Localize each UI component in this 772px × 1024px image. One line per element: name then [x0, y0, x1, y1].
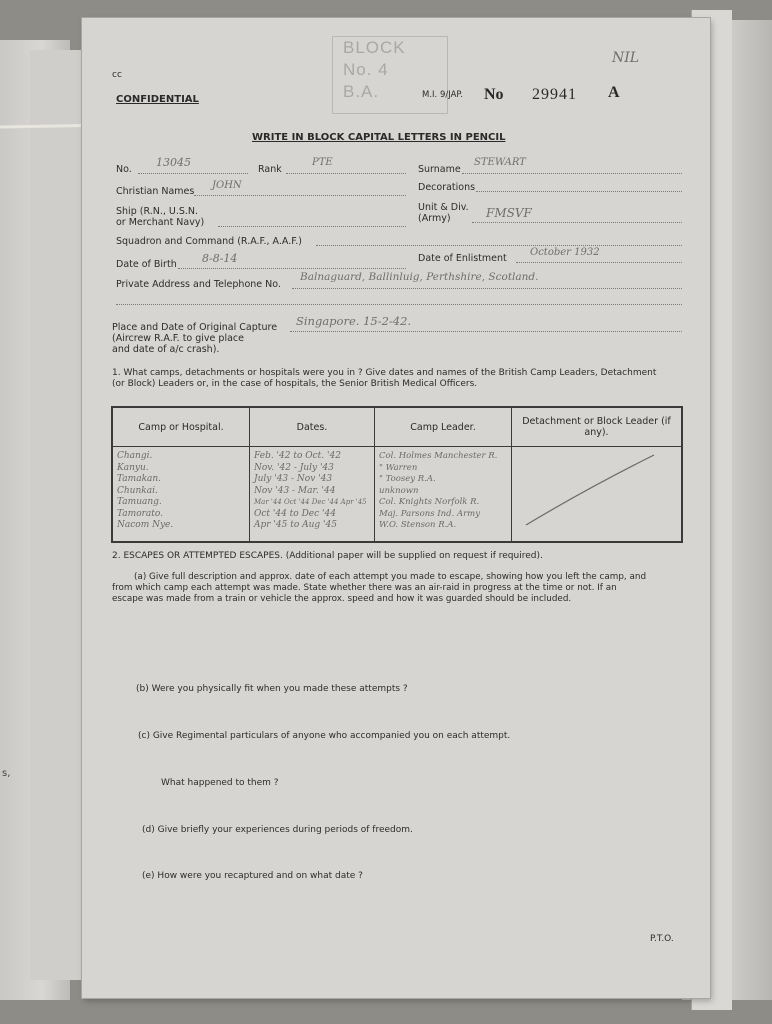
- capture-label-1: Place and Date of Original Capture: [112, 322, 278, 333]
- stamp-line-1: BLOCK: [343, 38, 406, 57]
- squadron-label: Squadron and Command (R.A.F., A.A.F.): [116, 236, 302, 247]
- christian-names-value: JOHN: [212, 180, 242, 191]
- surname-value: STEWART: [474, 157, 526, 168]
- camp-name: Tamorato.: [117, 508, 164, 519]
- capture-value: Singapore. 15-2-42.: [296, 314, 412, 328]
- dob-value: 8-8-14: [202, 252, 238, 265]
- camp-leader: " Warren: [379, 462, 418, 473]
- ship-line: [218, 226, 406, 227]
- camp-dates: Feb. '42 to Oct. '42: [254, 451, 341, 461]
- detachment-leader-cell: [512, 447, 683, 543]
- camp-leader: " Toosey R.A.: [379, 474, 436, 484]
- camp-dates: Apr '45 to Aug '45: [254, 520, 337, 530]
- camp-dates: Nov. '42 - July '43: [254, 462, 334, 473]
- confidential-label: CONFIDENTIAL: [116, 94, 199, 105]
- camp-names-cell: [112, 447, 250, 543]
- no-line: [138, 173, 248, 174]
- address-line: [292, 288, 682, 289]
- rank-value: PTE: [312, 157, 333, 168]
- camp-dates: July '43 - Nov '43: [254, 474, 333, 484]
- form-number: 29941: [532, 86, 577, 103]
- decorations-line: [476, 191, 682, 192]
- q2-a-text-2: from which camp each attempt was made. State whether there was an air-raid in progress at the time or not. If an: [112, 583, 617, 593]
- rank-label: Rank: [258, 164, 282, 175]
- ship-label-2: or Merchant Navy): [116, 217, 205, 228]
- q1-text-1: 1. What camps, detachments or hospitals were you in ? Give dates and names of the British Camp Leaders, Detachment: [112, 368, 657, 378]
- camps-table: [111, 406, 683, 543]
- unit-label-2: (Army): [418, 213, 451, 224]
- unit-line: [472, 222, 682, 223]
- camp-name: Changi.: [117, 451, 153, 461]
- unit-label-1: Unit & Div.: [418, 202, 469, 213]
- camp-name: Tamuang.: [117, 497, 162, 507]
- camp-leaders-cell: [375, 447, 512, 543]
- camp-name: Kanyu.: [117, 462, 149, 473]
- q2-b-text: (b) Were you physically fit when you made these attempts ?: [136, 684, 408, 694]
- squadron-line: [316, 245, 682, 246]
- christian-names-label: Christian Names: [116, 186, 195, 197]
- camps-table-body: [112, 447, 682, 543]
- enlistment-value: October 1932: [530, 247, 600, 258]
- camp-dates: Mar '44 Oct '44 Dec '44 Apr '45: [254, 498, 367, 506]
- stamp-line-3: B.A.: [343, 82, 380, 101]
- decorations-label: Decorations: [418, 182, 476, 193]
- dob-label: Date of Birth: [116, 259, 177, 270]
- rank-line: [286, 173, 406, 174]
- dob-line: [178, 268, 406, 269]
- q2-c-followup: What happened to them ?: [161, 778, 279, 788]
- header-dates: Dates.: [250, 407, 375, 447]
- camp-dates: Oct '44 to Dec '44: [254, 508, 336, 519]
- camp-leader: unknown: [379, 485, 419, 496]
- camp-dates: Nov '43 - Mar. '44: [254, 485, 336, 496]
- capture-line: [290, 331, 682, 332]
- block-stamp: [332, 36, 448, 114]
- camp-name: Chunkai.: [117, 485, 158, 496]
- q2-a-text-3: escape was made from a train or vehicle the approx. speed and how it was guarded should be included.: [112, 594, 572, 604]
- q2-a-text-1: (a) Give full description and approx. date of each attempt you made to escape, showing how you left the camp, and: [134, 572, 647, 582]
- header-camp-leader: Camp Leader.: [375, 407, 512, 447]
- header-detachment-leader: Detachment or Block Leader (if any).: [512, 407, 683, 447]
- unit-value: FMSVF: [486, 206, 532, 220]
- ship-label-1: Ship (R.N., U.S.N.: [116, 206, 199, 217]
- number-label: No: [484, 86, 504, 103]
- camp-dates-cell: [250, 447, 375, 543]
- camp-name: Tamakan.: [117, 474, 162, 484]
- enlistment-line: [516, 262, 682, 263]
- nil-annotation: NIL: [612, 50, 640, 66]
- q2-e-text: (e) How were you recaptured and on what date ?: [142, 871, 363, 881]
- camp-leader: Col. Knights Norfolk R.: [379, 497, 480, 507]
- stamp-line-2: No. 4: [343, 60, 389, 79]
- pto-label: P.T.O.: [650, 934, 674, 944]
- camp-leader: Col. Holmes Manchester R.: [379, 451, 498, 461]
- capture-label-3: and date of a/c crash).: [112, 344, 220, 355]
- enlistment-label: Date of Enlistment: [418, 253, 507, 264]
- address-value: Balnaguard, Ballinluig, Perthshire, Scotland.: [300, 271, 539, 283]
- header-camp: Camp or Hospital.: [112, 407, 250, 447]
- instruction-heading: WRITE IN BLOCK CAPITAL LETTERS IN PENCIL: [252, 132, 506, 143]
- form-page: [82, 18, 710, 998]
- camp-leader: Maj. Parsons Ind. Army: [379, 508, 481, 519]
- address-label: Private Address and Telephone No.: [116, 279, 281, 290]
- christian-names-line: [194, 195, 406, 196]
- camps-table-header: [112, 407, 682, 447]
- q1-text-2: (or Block) Leaders or, in the case of hospitals, the Senior British Medical Officers.: [112, 379, 478, 389]
- strike-through-line: [516, 449, 666, 535]
- q2-heading: 2. ESCAPES OR ATTEMPTED ESCAPES. (Additional paper will be supplied on request if required).: [112, 551, 543, 561]
- form-suffix: A: [608, 84, 620, 101]
- side-fragment: s,: [2, 768, 11, 779]
- no-value: 13045: [156, 156, 191, 169]
- camp-leader: W.O. Stenson R.A.: [379, 520, 457, 530]
- no-label: No.: [116, 164, 132, 175]
- q2-d-text: (d) Give briefly your experiences during periods of freedom.: [142, 825, 413, 835]
- surname-line: [462, 173, 682, 174]
- surname-label: Surname: [418, 164, 461, 175]
- address-line-2: [116, 304, 682, 305]
- form-code: M.I. 9/JAP.: [422, 90, 463, 100]
- capture-label-2: (Aircrew R.A.F. to give place: [112, 333, 244, 344]
- cc-mark: cc: [112, 70, 122, 80]
- q2-c-text: (c) Give Regimental particulars of anyone who accompanied you on each attempt.: [138, 731, 511, 741]
- camp-name: Nacom Nye.: [117, 520, 174, 530]
